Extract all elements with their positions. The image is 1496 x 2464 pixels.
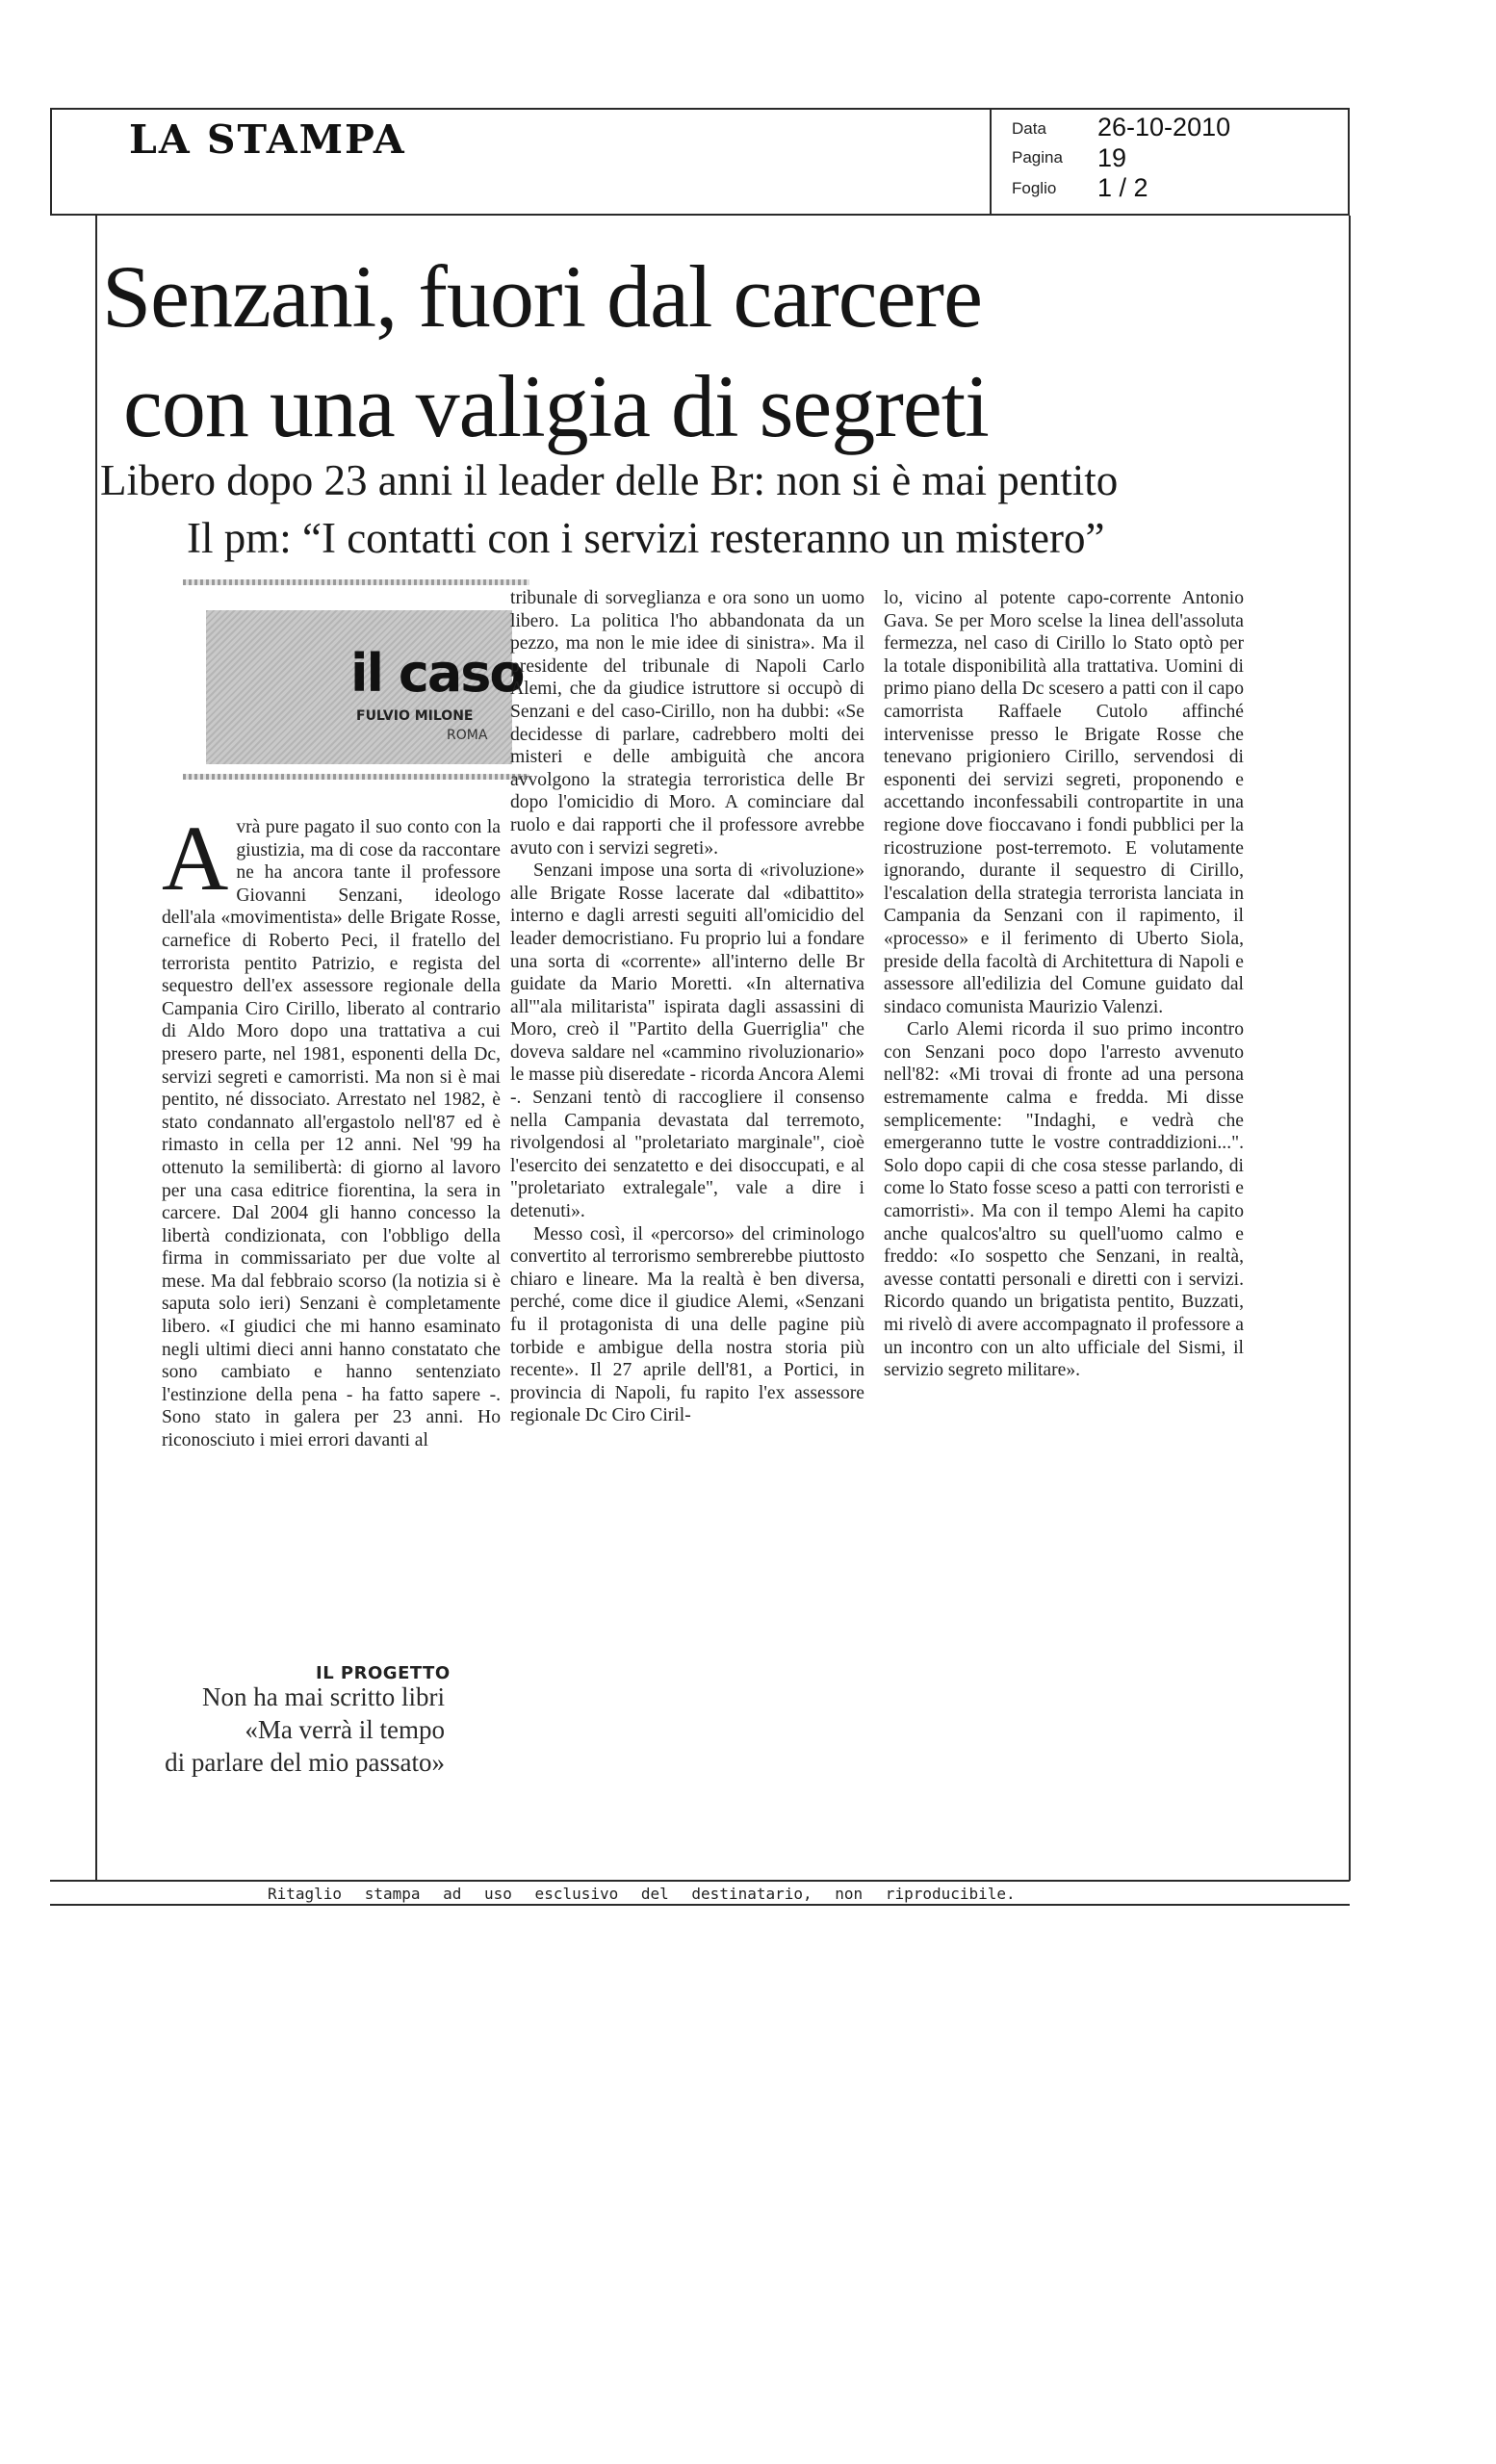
sidebar-quote-line-1: Non ha mai scritto libri <box>202 1682 445 1711</box>
page-label: Pagina <box>1012 148 1063 167</box>
date-value: 26-10-2010 <box>1097 113 1231 141</box>
paragraph: Messo così, il «percorso» del criminologo convertito al terrorismo sembrerebbe piuttosto chiaro e lineare. Ma la realtà è ben diversa, perché, come dice il giudice Alemi, «Senzani fu il protagonista di una delle pagine più torbide e ambigue della nostra storia più recente». Il 27 aprile dell'81, a Portici, in provincia di Napoli, fu rapito l'ex assessore regionale Dc Ciro Ciril- <box>510 1223 864 1426</box>
paragraph: vrà pure pagato il suo conto con la giustizia, ma di cose da raccontare ne ha ancora tante il professore Giovanni Senzani, ideologo dell'ala «movimentista» delle Brigate Rosse, carnefice di Roberto Peci, il fratello del terrorista pentito Patrizio, e regista del sequestro dell'ex assessore regionale della Campania Ciro Cirillo, liberato al contrario di Aldo Moro dopo una trattativa a cui presero parte, nel 1981, esponenti della Dc, servizi segreti e camorristi. Ma non si è mai pentito, né dissociato. Arrestato nel 1982, è stato condannato all'ergastolo nell'87 ed è rimasto in cella per 12 anni. Nel '99 ha ottenuto la semilibertà: di giorno al lavoro per una casa editrice fiorentina, la sera in carcere. Dal 2004 gli hanno concesso la libertà condizionata, con l'obbligo della firma in commissariato per due volte al mese. Ma dal febbraio scorso (la notizia si è saputa solo ieri) Senzani è completamente libero. «I giudici che mi hanno esaminato negli ultimi dieci anni hanno constatato che sono cambiato e hanno sentenziato l'estinzione della pena - ha fatto sapere -. Sono stato in galera per 23 anni. Ho riconosciuto i miei errori davanti al <box>162 817 501 1451</box>
byline-author: FULVIO MILONE <box>356 708 474 724</box>
sheet-value: 1 / 2 <box>1097 173 1148 202</box>
paragraph: Carlo Alemi ricorda il suo primo incontro con Senzani poco dopo l'arresto avvenuto nell'82: «Mi trovai di fronte ad una persona estremamente calma e fredda. Mi disse semplicemente: "Indaghi, e vedrà che emergeranno tutte le vostre contraddizioni...". Solo dopo capii di che cosa stesse parlando, di come lo Stato fosse sceso a patti con terroristi e camorristi». Ma con il tempo Alemi ha capito anche qualcos'altro su quell'uomo calmo e freddo: «Io sospetto che Senzani, in realtà, avesse contatti personali e diretti con i servizi. Ricordo quando un brigatista pentito, Buzzati, mi rivelò di avere accompagnato il professore a un incontro con un alto ufficiale del Sismi, il servizio segreto militare». <box>884 1019 1244 1381</box>
article-column-1 <box>162 807 501 1452</box>
section-label: il caso <box>350 643 524 704</box>
section-rule-bottom <box>183 774 529 780</box>
subheadline-line-2: Il pm: “I contatti con i servizi resteranno un mistero” <box>187 514 1105 562</box>
sidebar-label: IL PROGETTO <box>316 1663 451 1683</box>
sidebar-quote-line-2: «Ma verrà il tempo <box>245 1715 445 1744</box>
footer-rule <box>50 1904 1350 1906</box>
drop-cap: A <box>162 807 229 910</box>
section-rule-top <box>183 579 529 585</box>
frame-left-border <box>95 216 97 1881</box>
frame-bottom-border <box>50 1880 1350 1882</box>
byline-city: ROMA <box>447 728 488 743</box>
headline-line-2: con una valigia di segreti <box>123 357 989 455</box>
paragraph: lo, vicino al potente capo-corrente Antonio Gava. Se per Moro scelse la linea dell'assoluta fermezza, nel caso di Cirillo lo Stato optò per la totale disponibilità alla trattativa. Uomini di primo piano della Dc scesero a patti con il capo camorrista Raffaele Cutolo affinché intervenisse presso le Brigate Rosse che tenevano prigioniero Cirillo, servendosi di esponenti dei servizi segreti, proponendo e accettando inconfessabili contropartite in una regione dove fioccavano i fondi pubblici per la ricostruzione post-terremoto. E volutamente ignorando, durante il sequestro di Cirillo, l'escalation della strategia terrorista lanciata in Campania da Senzani con il rapimento, il «processo» e il ferimento di Uberto Siola, preside della facoltà di Architettura di Napoli e assessore all'edilizia del Comune guidato dal sindaco comunista Maurizio Valenzi. <box>884 588 1244 1017</box>
newspaper-name: LA STAMPA <box>129 116 406 163</box>
frame-right-border <box>1349 216 1351 1881</box>
masthead-divider <box>990 108 992 216</box>
paragraph: Senzani impose una sorta di «rivoluzione» alle Brigate Rosse lacerate dal «dibattito» interno e dagli arresti seguiti all'omicidio del leader democristiano. Fu proprio lui a fondare una sorta di «corrente» all'interno delle Br guidate da Mario Moretti. «In alternativa all'"ala militarista" ispirata dagli assassini di Moro, creò il "Partito della Guerriglia" che doveva saldare nel «cammino rivoluzionario» le masse più diseredate - ricorda Ancora Alemi -. Senzani tentò di raccogliere il consenso nella Campania devastata dal terremoto, rivolgendosi al "proletariato marginale", cioè l'esercito dei senzatetto e dei disoccupati, e al "proletariato extralegale", vale a dire i detenuti». <box>510 860 864 1222</box>
subheadline-line-1: Libero dopo 23 anni il leader delle Br: non si è mai pentito <box>100 456 1119 504</box>
sheet-label: Foglio <box>1012 179 1057 197</box>
copyright-notice: Ritaglio stampa ad uso esclusivo del destinatario, non riproducibile. <box>268 1885 1016 1903</box>
paragraph: tribunale di sorveglianza e ora sono un uomo libero. La politica l'ho abbandonata da un pezzo, ma non le mie idee di sinistra». Ma il presidente del tribunale di Napoli Carlo Alemi, che da giudice istruttore si occupò di Senzani e del caso-Cirillo, non ha dubbi: «Se decidesse di parlare, cadrebbero molti dei misteri e delle ambiguità che ancora avvolgono la strategia terroristica delle Br dopo l'omicidio di Moro. A cominciare dal ruolo e dai rapporti che il professore avrebbe avuto con i servizi segreti». <box>510 588 864 859</box>
sidebar-quote-line-3: di parlare del mio passato» <box>165 1748 445 1777</box>
article-column-3 <box>884 587 1244 1382</box>
date-label: Data <box>1012 119 1046 138</box>
page-value: 19 <box>1097 143 1127 172</box>
article-column-2 <box>510 587 864 1427</box>
headline-line-1: Senzani, fuori dal carcere <box>102 247 982 346</box>
